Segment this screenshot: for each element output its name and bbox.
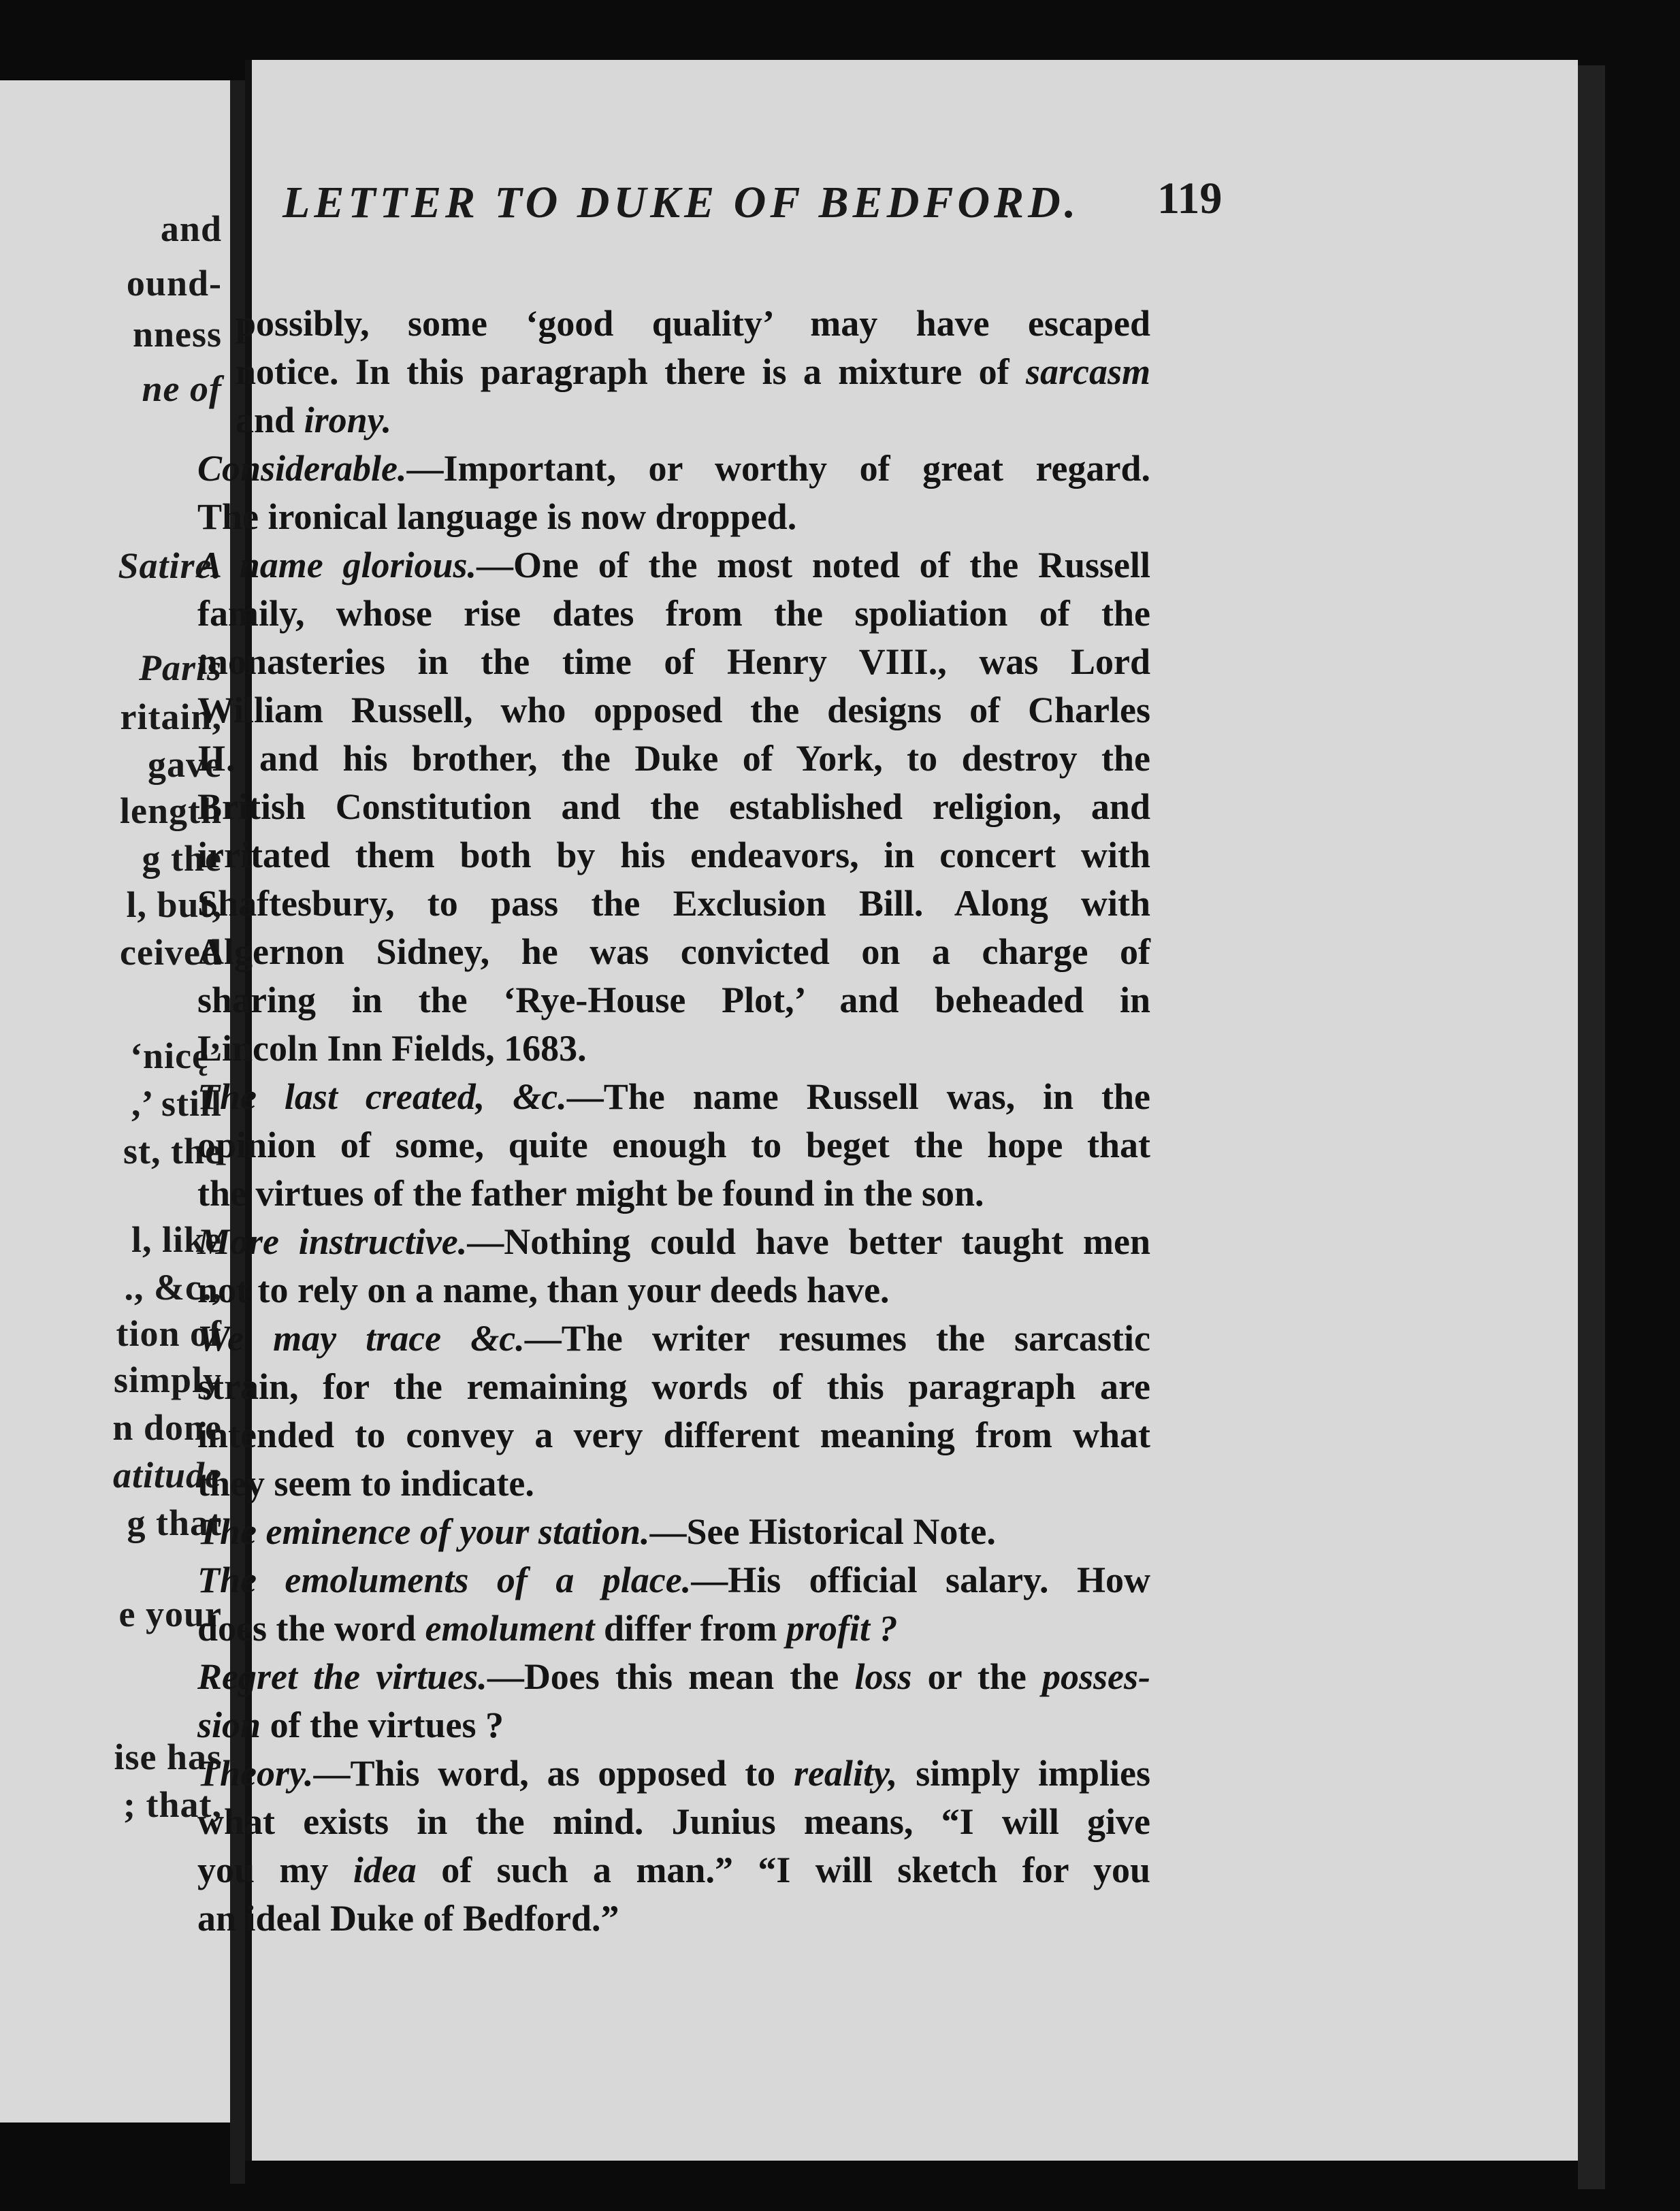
left-page-fragment: l, like: [131, 1219, 222, 1260]
text-line: William Russell, who opposed the designs of Charles: [197, 690, 1150, 730]
annotation-paragraph: [197, 1653, 1150, 1749]
annotation-paragraph: [197, 300, 1150, 445]
left-page-fragment: st, the: [123, 1131, 222, 1172]
text-line: an ideal Duke of Bedford.”: [197, 1898, 619, 1939]
text-line: Shaftesbury, to pass the Exclusion Bill. Along with: [197, 883, 1150, 924]
left-page-fragment: l, but,: [126, 884, 222, 925]
left-page-fragment: atitude: [112, 1455, 222, 1496]
lemma-term: The last created, &c.: [197, 1076, 567, 1117]
text-line: intended to convey a very different meaning from what: [197, 1415, 1150, 1455]
left-page-fragment: n done: [112, 1407, 222, 1448]
text-line: not to rely on a name, than your deeds have.: [197, 1270, 890, 1310]
left-page-fragment: simply: [113, 1359, 222, 1400]
left-page-fragment: nness: [132, 314, 222, 355]
page-edge: [1578, 65, 1605, 2189]
text-line: does the word emolument differ from profit ?: [197, 1608, 898, 1649]
text-line: A name glorious.—One of the most noted of the Russell: [197, 545, 1151, 585]
text-line: sharing in the ‘Rye-House Plot,’ and beheaded in: [197, 980, 1150, 1020]
left-page-fragment: tion of: [116, 1313, 222, 1354]
left-page-fragment: ,’ still: [131, 1083, 222, 1124]
lemma-term: Considerable.: [197, 448, 407, 489]
lemma-term: More instructive.: [197, 1221, 468, 1262]
left-page-fragment: g the: [142, 838, 222, 879]
left-page-fragment: ise has: [114, 1737, 222, 1777]
left-page-fragment: gave: [148, 744, 222, 785]
annotation-paragraph: [197, 445, 1150, 541]
left-page-fragment: ceived: [120, 932, 222, 973]
annotation-paragraph: [197, 1556, 1150, 1653]
annotation-paragraph: [197, 1073, 1150, 1218]
left-page-fragment: g that: [127, 1502, 222, 1543]
annotation-paragraph: [197, 1218, 1150, 1314]
left-page-fragment: and: [160, 208, 222, 249]
text-line: Lincoln Inn Fields, 1683.: [197, 1028, 587, 1069]
left-page-fragment: ound-: [126, 263, 222, 304]
text-line: monasteries in the time of Henry VIII., was Lord: [197, 641, 1150, 682]
text-line: Regret the virtues.—Does this mean the loss or the posses-: [197, 1656, 1150, 1697]
text-line: you my idea of such a man.” “I will sketch for you: [197, 1850, 1150, 1890]
text-line: notice. In this paragraph there is a mixture of sarcasm: [236, 351, 1150, 392]
left-page-fragment: Satire.: [118, 545, 222, 586]
text-line: The last created, &c.—The name Russell was, in the: [197, 1076, 1151, 1117]
text-line: The emoluments of a place.—His official salary. How: [197, 1560, 1150, 1600]
text-line: British Constitution and the established religion, and: [197, 786, 1150, 827]
text-line: what exists in the mind. Junius means, “I will give: [197, 1801, 1150, 1842]
text-line: irritated them both by his endeavors, in concert with: [197, 835, 1150, 875]
lemma-term: The eminence of your station.: [197, 1511, 650, 1552]
text-line: Algernon Sidney, he was convicted on a charge of: [197, 931, 1150, 972]
text-line: opinion of some, quite enough to beget the hope that: [197, 1125, 1150, 1165]
annotation-paragraph: [197, 1749, 1150, 1943]
running-head-title: LETTER TO DUKE OF BEDFORD.: [282, 178, 1080, 227]
previous-page-strip: [0, 80, 230, 2123]
left-page-fragment: ne of: [142, 368, 222, 409]
left-page-fragment: length: [119, 790, 222, 831]
text-line: Theory.—This word, as opposed to reality, simply implies: [197, 1753, 1150, 1794]
annotation-paragraph: [197, 541, 1150, 1073]
left-page-fragment: ; that,: [123, 1784, 222, 1825]
lemma-term: Regret the virtues.: [197, 1656, 487, 1697]
lemma-term: The emoluments of a place.: [197, 1560, 692, 1600]
text-line: they seem to indicate.: [197, 1463, 534, 1504]
text-line: sion of the virtues ?: [197, 1705, 504, 1745]
page-body: [197, 300, 1150, 1943]
lemma-term: A name glorious.: [197, 545, 477, 585]
annotation-paragraph: [197, 1508, 1150, 1556]
left-page-fragment: ritain,: [120, 696, 222, 737]
text-line: II. and his brother, the Duke of York, to destroy the: [197, 738, 1150, 779]
left-page-fragment: e your: [118, 1594, 222, 1634]
lemma-term: Theory.: [197, 1753, 314, 1794]
text-line: strain, for the remaining words of this paragraph are: [197, 1366, 1150, 1407]
left-page-fragment: Paris: [138, 647, 222, 688]
text-line: The ironical language is now dropped.: [197, 496, 797, 537]
text-line: Considerable.—Important, or worthy of great regard.: [197, 448, 1150, 489]
annotation-paragraph: [197, 1314, 1150, 1508]
page-number: 119: [1157, 174, 1223, 223]
text-line: We may trace &c.—The writer resumes the sarcastic: [197, 1318, 1150, 1359]
text-line: possibly, some ‘good quality’ may have escaped: [236, 303, 1150, 344]
text-line: the virtues of the father might be found in the son.: [197, 1173, 984, 1214]
lemma-term: We may trace &c.: [197, 1318, 525, 1359]
running-head: [282, 174, 1344, 272]
text-line: family, whose rise dates from the spoliation of the: [197, 593, 1150, 634]
left-page-fragment: ‘nicę’: [130, 1035, 222, 1076]
text-line: The eminence of your station.—See Historical Note.: [197, 1511, 996, 1552]
text-line: More instructive.—Nothing could have better taught men: [197, 1221, 1150, 1262]
text-line: and irony.: [236, 400, 392, 440]
left-page-fragment: ., &c.,: [124, 1267, 222, 1308]
